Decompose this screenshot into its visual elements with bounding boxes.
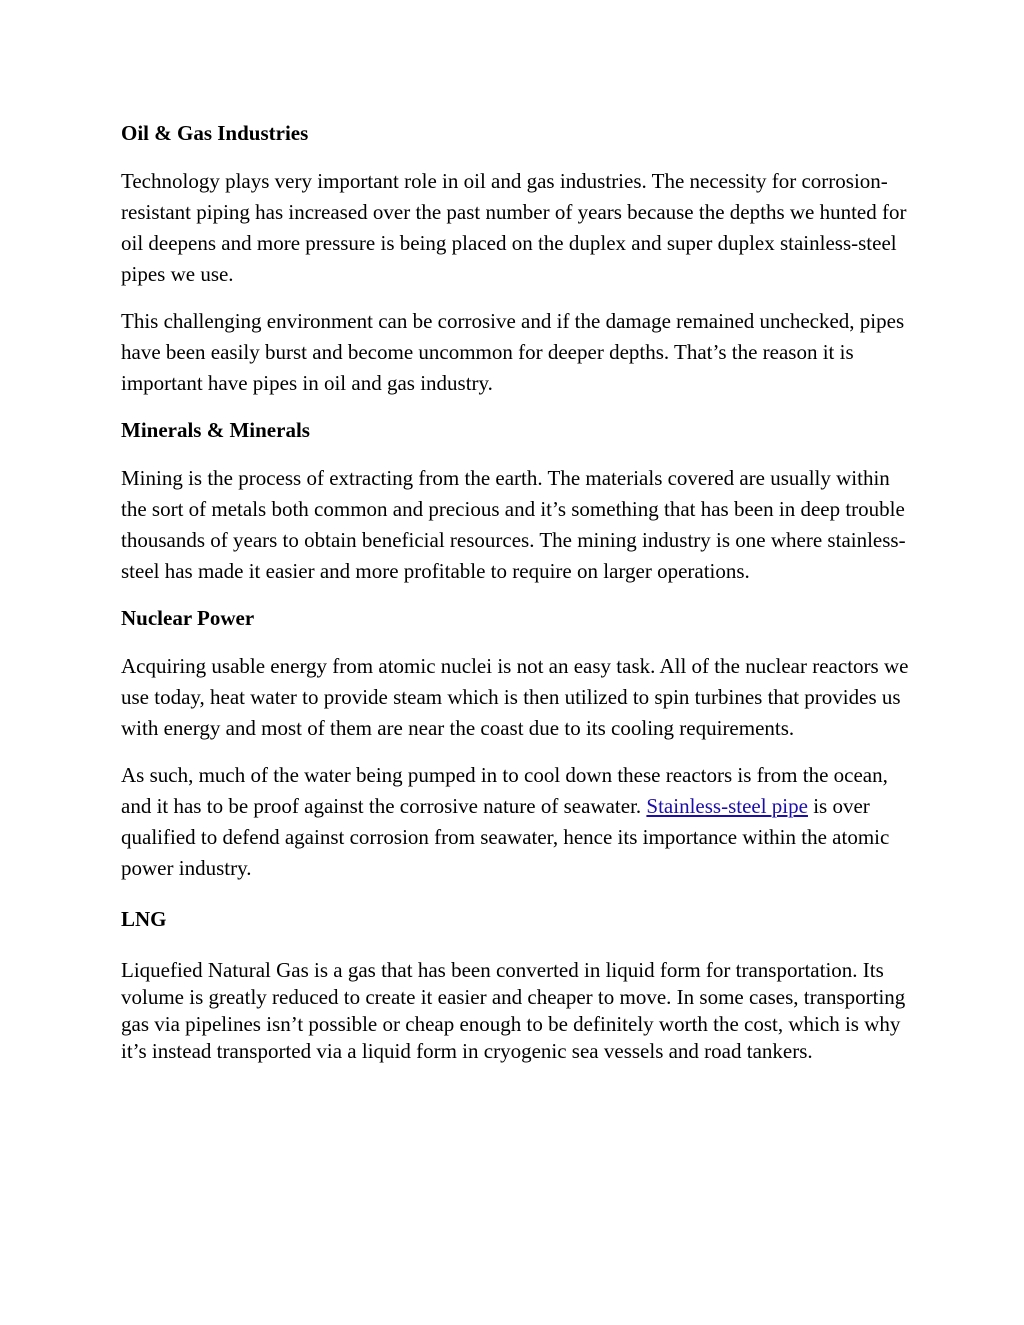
paragraph: Mining is the process of extracting from the earth. The materials covered are usually within the sort of metals both common and precious and it’s something that has been in deep trouble thousands of years to obtain beneficial resources. The mining industry is one where stainless-steel has made it easier and more profitable to require on larger operations. [121, 466, 906, 583]
section-heading-lng: LNG [121, 907, 167, 931]
paragraph: Liquefied Natural Gas is a gas that has been converted in liquid form for transportation. Its volume is greatly reduced to create it easier and cheaper to move. In some cases, transporting gas via pipelines isn’t possible or cheap enough to be definitely worth the cost, which is why it’s instead transported via a liquid form in cryogenic sea vessels and road tankers. [121, 958, 906, 1063]
stainless-steel-pipe-link[interactable]: Stainless-steel pipe [646, 794, 808, 818]
document-page [121, 118, 911, 1081]
paragraph-text-before-link: As such, much of the water being pumped in to cool down these reactors is from the ocean, and it has to be proof against the corrosive nature of seawater. [121, 763, 888, 818]
paragraph: This challenging environment can be corrosive and if the damage remained unchecked, pipes have been easily burst and become uncommon for deeper depths. That’s the reason it is important have pipes in oil and gas industry. [121, 309, 905, 395]
paragraph: Technology plays very important role in oil and gas industries. The necessity for corrosion-resistant piping has increased over the past number of years because the depths we hunted for oil deepens and more pressure is being placed on the duplex and super duplex stainless-steel pipes we use. [121, 169, 907, 286]
paragraph-with-link [121, 760, 911, 884]
section-heading-oil-gas: Oil & Gas Industries [121, 121, 309, 145]
paragraph: Acquiring usable energy from atomic nuclei is not an easy task. All of the nuclear reactors we use today, heat water to provide steam which is then utilized to spin turbines that provides us with energy and most of them are near the coast due to its cooling requirements. [121, 654, 909, 740]
paragraph-text-after-link: is over qualified to defend against corrosion from seawater, hence its importance within the atomic power industry. [121, 794, 890, 880]
section-heading-minerals: Minerals & Minerals [121, 418, 310, 442]
section-heading-nuclear-power: Nuclear Power [121, 606, 255, 630]
